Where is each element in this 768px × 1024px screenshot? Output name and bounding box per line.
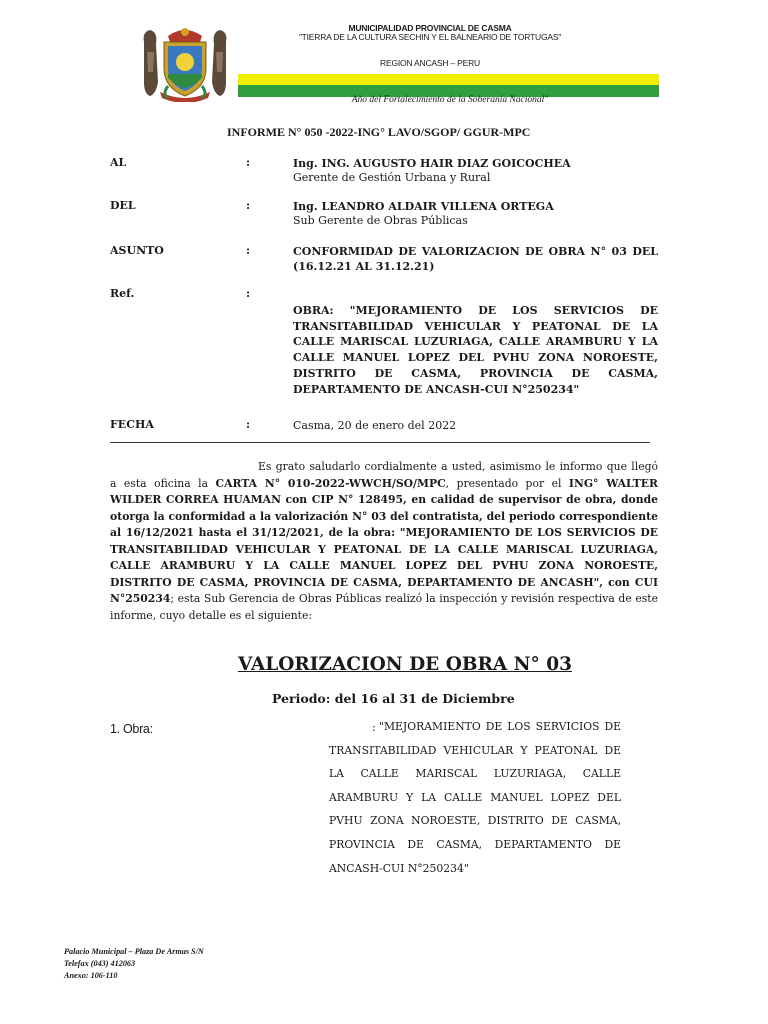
body-paragraph	[110, 459, 658, 624]
report-title: INFORME N° 050 -2022-ING° LAVO/SGOP/ GGUR-MPC	[227, 125, 531, 139]
carta-ref: CARTA N° 010-2022-WWCH/SO/MPC	[215, 476, 446, 490]
entity-name: MUNICIPALIDAD PROVINCIAL DE CASMA	[348, 23, 512, 33]
ref-text: OBRA: "MEJORAMIENTO DE LOS SERVICIOS DE TRANSITABILIDAD VEHICULAR Y PEATONAL DE LA CALLE MARISCAL LUZURIAGA, CALLE ARAMBURU Y LA CALLE MANUEL LOPEZ DEL PVHU ZONA NOROESTE, DISTRITO DE CASMA, PROVINCIA DE CASMA, DEPARTAMENTO DE ANCASH-CUI N°250234"	[293, 304, 658, 396]
obra-item-text: "MEJORAMIENTO DE LOS SERVICIOS DE TRANSITABILIDAD VEHICULAR Y PEATONAL DE LA CALLE MARISCAL LUZURIAGA, CALLE ARAMBURU Y LA CALLE MANUEL LOPEZ DEL PVHU ZONA NOROESTE, DISTRITO DE CASMA, PROVINCIA DE CASMA, DEPARTAMENTO DE ANCASH-CUI N°250234"	[329, 720, 621, 875]
footer-annex: Anexo: 106-110	[64, 971, 118, 980]
body-intro: Es grato saludarlo cordialmente a usted, asimismo le informo que llegó a esta oficina la	[110, 460, 658, 490]
al-colon: :	[246, 156, 251, 169]
valorizacion-title: VALORIZACION DE OBRA N° 03	[238, 654, 572, 675]
del-role: Sub Gerente de Obras Públicas	[293, 214, 468, 227]
asunto-colon: :	[246, 244, 251, 257]
footer-address: Palacio Municipal – Plaza De Armas S/N	[64, 947, 204, 956]
del-name: Ing. LEANDRO ALDAIR VILLENA ORTEGA	[293, 200, 554, 213]
del-label: DEL	[110, 199, 136, 212]
al-name: Ing. ING. AUGUSTO HAIR DIAZ GOICOCHEA	[293, 157, 571, 170]
asunto-label: ASUNTO	[110, 244, 164, 257]
fecha-colon: :	[246, 418, 251, 431]
asunto-text: CONFORMIDAD DE VALORIZACION DE OBRA N° 03 DEL (16.12.21 AL 31.12.21)	[293, 245, 658, 273]
year-motto: Año del Fortalecimiento de la Soberanía Nacional"	[351, 95, 549, 105]
periodo-text: Periodo: del 16 al 31 de Diciembre	[272, 691, 515, 706]
crest-icon	[138, 22, 232, 102]
ref-label: Ref.	[110, 287, 135, 300]
municipal-crest	[138, 22, 232, 102]
ref-colon: :	[246, 287, 251, 300]
divider-line	[110, 442, 650, 443]
body-closing: ; esta Sub Gerencia de Obras Públicas realizó la inspección y revisión respectiva de este informe, cuyo detalle es el siguiente:	[110, 592, 658, 622]
body-presented: , presentado por el	[445, 476, 569, 490]
al-label: AL	[110, 156, 127, 169]
footer-phone: Telefax (043) 412063	[64, 959, 136, 968]
entity-motto: "TIERRA DE LA CULTURA SECHIN Y EL BALNEARIO DE TORTUGAS"	[298, 32, 562, 42]
region-label: REGION ANCASH – PERU	[380, 58, 480, 68]
obra-item-colon: :	[372, 721, 376, 734]
header-bar-yellow	[238, 74, 659, 85]
fecha-label: FECHA	[110, 418, 154, 431]
obra-item-label: 1. Obra:	[110, 722, 153, 736]
supervisor-details: ING° WALTER WILDER CORREA HUAMAN con CIP N° 128495, en calidad de supervisor de obra, donde otorga la conformidad a la valorización N° 03 del contratista, del periodo correspondiente al 16/12/2021 hasta el 31/12/2021, de la obra: "MEJORAMIENTO DE LOS SERVICIOS DE TRANSITABILIDAD VEHICULAR Y PEATONAL DE LA CALLE MARISCAL LUZURIAGA, CALLE ARAMBURU Y LA CALLE MANUEL LOPEZ DEL PVHU ZONA NOROESTE, DISTRITO DE CASMA, PROVINCIA DE CASMA, DEPARTAMENTO DE ANCASH", con CUI N°250234	[110, 476, 658, 605]
fecha-text: Casma, 20 de enero del 2022	[293, 419, 457, 432]
del-colon: :	[246, 199, 251, 212]
al-role: Gerente de Gestión Urbana y Rural	[293, 171, 491, 184]
